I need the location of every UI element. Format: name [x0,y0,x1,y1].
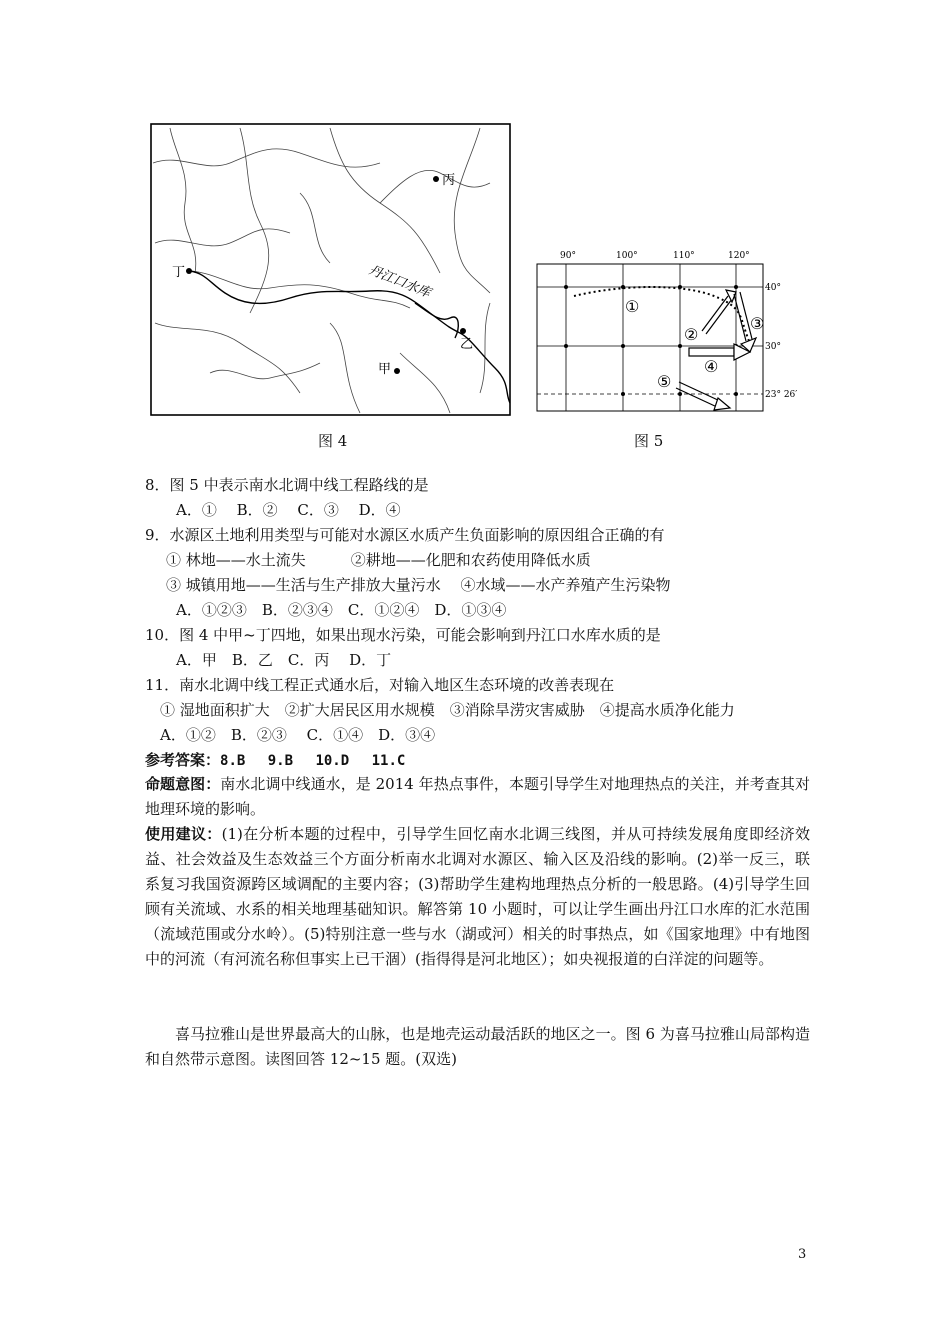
point-jia [394,368,400,374]
question-8-stem: 8．图 5 中表示南水北调中线工程路线的是 [145,476,429,494]
page-number: 3 [798,1247,807,1262]
lon-label: 110° [673,251,695,261]
question-9-stem: 9．水源区土地利用类型与可能对水源区水质产生负面影响的原因组合正确的有 [145,526,665,544]
route-2-label: ② [684,325,699,344]
section-intro: 喜马拉雅山是世界最高大的山脉，也是地壳运动最活跃的地区之一。图 6 为喜马拉雅山局部构造和自然带示意图。读图回答 12~15 题。(双选) [145,1025,810,1068]
figure-4-map [150,123,512,417]
question-9-options: A．①②③ B．②③④ C．①②④ D．①③④ [176,601,507,619]
design-intent [145,772,810,822]
label-yi: 乙 [460,337,474,352]
usage-advice [145,822,810,972]
point-yi [460,328,466,334]
route-5-label: ⑤ [657,372,672,391]
label-ding: 丁 [172,265,186,280]
question-8-options: A．① B．② C．③ D．④ [176,501,401,519]
lon-label: 120° [728,251,750,261]
label-jia: 甲 [378,362,392,377]
route-4-label: ④ [704,357,719,376]
question-10-options: A．甲 B．乙 C．丙 D．丁 [176,651,392,669]
point-bing [433,176,439,182]
usage-advice-label: 使用建议： [145,825,222,843]
route-3-label: ③ [750,314,765,333]
figure-4-caption: 图 4 [318,432,348,450]
design-intent-label: 命题意图： [145,775,221,793]
lat-label: 30° [765,342,781,352]
label-bing: 丙 [442,173,456,188]
route-4-arrow [689,348,734,356]
lon-label: 100° [616,251,638,261]
figure-5-caption: 图 5 [634,432,664,450]
label-reservoir: 丹江口水库 [366,262,433,302]
question-11-items: ① 湿地面积扩大 ②扩大居民区用水规模 ③消除旱涝灾害威胁 ④提高水质净化能力 [160,701,735,719]
lon-label: 90° [560,251,576,261]
question-9-items-2: ③ 城镇用地——生活与生产排放大量污水 ④水域——水产养殖产生污染物 [166,576,671,594]
usage-advice-text: (1)在分析本题的过程中，引导学生回忆南水北调三线图，并从可持续发展角度即经济效益、社会效益及生态效益三个方面分析南水北调对水源区、输入区及沿线的影响。(2)举一反三，联系复习我国资源跨区域调配的主要内容；(3)帮助学生建构地理热点分析的一般思路。(4)引导学生回顾有关流域、水系的相关地理基础知识。解答第 10 小题时，可以让学生画出丹江口水库的汇水范围（流域范围或分水岭）。(5)特别注意一些与水（湖或河）相关的时事热点，如《国家地理》中有地图中的河流（有河流名称但事实上已干涸）(指得得是河北地区）；如央视报道的白洋淀的问题等。 [145,825,810,968]
figure-5-routes [534,246,798,414]
answer-key-value: 8.B 9.B 10.D 11.C [220,753,406,769]
design-intent-text: 南水北调中线通水，是 2014 年热点事件，本题引导学生对地理热点的关注，并考查其对地理环境的影响。 [145,775,810,818]
answer-key-label: 参考答案： [145,751,221,769]
question-11-options: A．①② B．②③ C．①④ D．③④ [160,726,436,744]
question-9-items-1: ① 林地——水土流失 ②耕地——化肥和农药使用降低水质 [166,551,591,569]
question-10-stem: 10．图 4 中甲~丁四地，如果出现水污染，可能会影响到丹江口水库水质的是 [145,626,661,644]
lat-label: 40° [765,283,781,293]
question-11-stem: 11．南水北调中线工程正式通水后，对输入地区生态环境的改善表现在 [145,676,615,694]
point-ding [186,268,192,274]
lat-label: 23° 26′ [765,390,798,400]
answer-key [145,748,405,773]
route-1-label: ① [625,297,640,316]
